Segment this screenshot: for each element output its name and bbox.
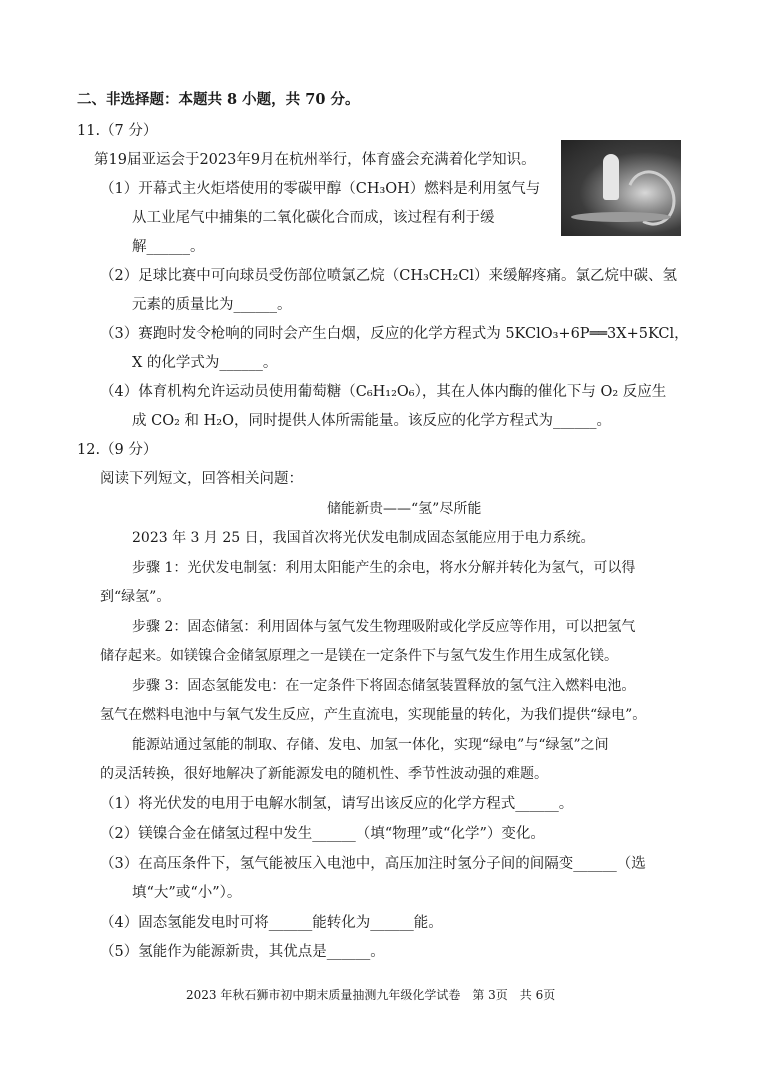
stage-base — [571, 212, 671, 222]
article-step2-line1: 步骤 2：固态储氢：利用固体与氢气发生物理吸附或化学反应等作用，可以把氢气 — [132, 619, 636, 635]
q11-part2-line2: 元素的质量比为______。 — [132, 297, 292, 313]
article-para-1: 2023 年 3 月 25 日，我国首次将光伏发电制成固态氢能应用于电力系统。 — [132, 530, 595, 546]
section-title: 二、非选择题：本题共 8 小题，共 70 分。 — [77, 91, 360, 108]
q11-part2-line1: （2）足球比赛中可向球员受伤部位喷氯乙烷（CH₃CH₂Cl）来缓解疼痛。氯乙烷中碳、氢 — [100, 268, 678, 284]
q12-sub3-line2: 填“大”或“小”）。 — [132, 885, 242, 901]
q12-sub5: （5）氢能作为能源新贵，其优点是______。 — [100, 944, 385, 960]
q12-sub4: （4）固态氢能发电时可将______能转化为______能。 — [100, 915, 443, 931]
q11-part3-line2: X 的化学式为______。 — [132, 355, 278, 371]
q11-part4-line1: （4）体育机构允许运动员使用葡萄糖（C₆H₁₂O₆），其在人体内酶的催化下与 O₂ 反应生 — [100, 384, 667, 400]
question-11-intro: 第19届亚运会于2023年9月在杭州举行，体育盛会充满着化学知识。 — [94, 152, 536, 168]
q11-part4-line2: 成 CO₂ 和 H₂O，同时提供人体所需能量。该反应的化学方程式为______。 — [132, 413, 611, 429]
q11-part1-line1: （1）开幕式主火炬塔使用的零碳甲醇（CH₃OH）燃料是利用氢气与 — [100, 181, 541, 197]
torchbearer-figure — [603, 154, 619, 200]
article-step1-line2: 到“绿氢”。 — [100, 589, 171, 605]
q12-sub1: （1）将光伏发的电用于电解水制氢，请写出该反应的化学方程式______。 — [100, 796, 574, 812]
q11-part3-line1: （3）赛跑时发令枪响的同时会产生白烟，反应的化学方程式为 5KClO₃+6P══3X+5KCl， — [100, 326, 689, 342]
question-11-heading: 11.（7 分） — [77, 123, 158, 139]
question-12-heading: 12.（9 分） — [77, 442, 158, 458]
article-step1-line1: 步骤 1：光伏发电制氢：利用太阳能产生的余电，将水分解并转化为氢气，可以得 — [132, 560, 636, 576]
article-para-5-line2: 的灵活转换，很好地解决了新能源发电的随机性、季节性波动强的难题。 — [100, 766, 548, 782]
article-title: 储能新贵——“氢”尽所能 — [327, 501, 482, 517]
article-para-5-line1: 能源站通过氢能的制取、存储、发电、加氢一体化，实现“绿电”与“绿氢”之间 — [132, 737, 609, 753]
torch-lighting-photo — [561, 140, 681, 236]
page-footer: 2023 年秋石狮市初中期末质量抽测九年级化学试卷 第 3页 共 6页 — [186, 988, 556, 1002]
q12-sub3-line1: （3）在高压条件下，氢气能被压入电池中，高压加注时氢分子间的间隔变______（选 — [100, 856, 646, 872]
q11-part1-line2: 从工业尾气中捕集的二氧化碳化合而成，该过程有利于缓 — [132, 210, 495, 226]
article-step3-line1: 步骤 3：固态氢能发电：在一定条件下将固态储氢装置释放的氢气注入燃料电池。 — [132, 678, 636, 694]
torch-flame-ring — [619, 163, 681, 232]
q11-part1-line3: 解______。 — [132, 239, 205, 255]
question-12-instruction: 阅读下列短文，回答相关问题： — [100, 471, 303, 487]
article-step2-line2: 储存起来。如镁镍合金储氢原理之一是镁在一定条件下与氢气发生作用生成氢化镁。 — [100, 648, 618, 664]
article-step3-line2: 氢气在燃料电池中与氧气发生反应，产生直流电，实现能量的转化，为我们提供“绿电”。 — [100, 707, 647, 723]
q12-sub2: （2）镁镍合金在储氢过程中发生______（填“物理”或“化学”）变化。 — [100, 826, 545, 842]
